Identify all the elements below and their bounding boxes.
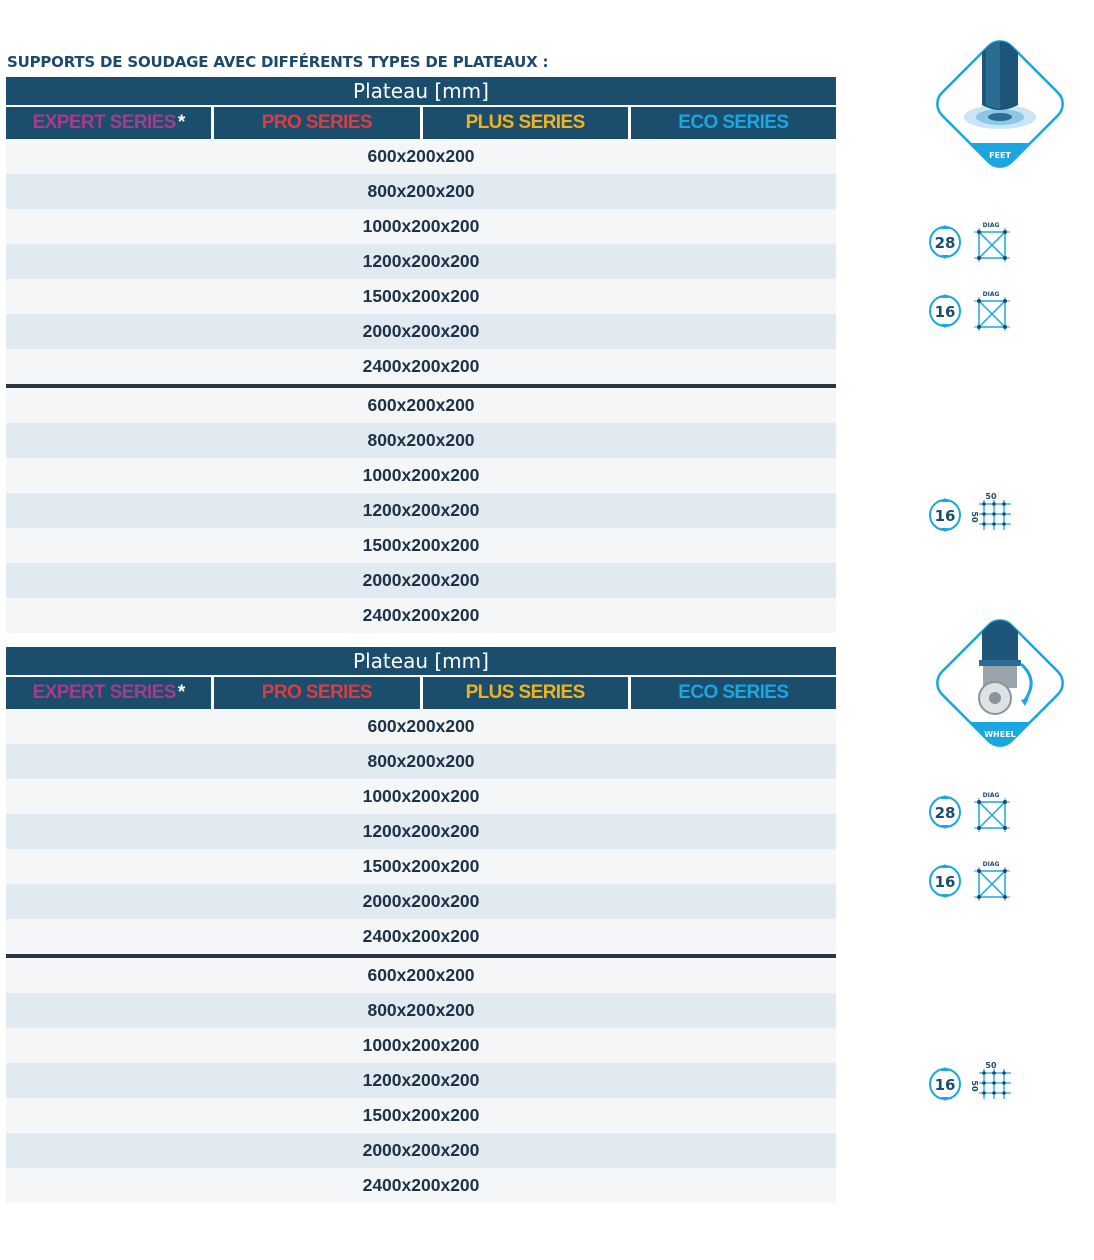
bore-size: 16 xyxy=(934,873,956,891)
table-row: 2400x200x200 xyxy=(6,349,836,384)
bore-16-grid-icon xyxy=(927,490,1017,536)
table-row: 600x200x200 xyxy=(6,139,836,174)
bore-16-diag-icon xyxy=(927,859,1017,903)
grid-spacing-x: 50 xyxy=(985,1061,997,1070)
series-expert xyxy=(6,677,211,709)
series-plus xyxy=(423,677,628,709)
table-row: 1500x200x200 xyxy=(6,1098,836,1133)
bore-size: 28 xyxy=(934,804,956,822)
page-title: SUPPORTS DE SOUDAGE AVEC DIFFÉRENTS TYPES DE PLATEAUX : xyxy=(7,53,549,71)
table-row: 800x200x200 xyxy=(6,993,836,1028)
table-row: 1000x200x200 xyxy=(6,209,836,244)
table-row: 1200x200x200 xyxy=(6,1063,836,1098)
table-row: 600x200x200 xyxy=(6,958,836,993)
grid-spacing-y: 50 xyxy=(970,1080,979,1092)
series-pro-label: PRO SERIES xyxy=(261,112,372,133)
series-eco xyxy=(631,107,836,139)
table-row: 1500x200x200 xyxy=(6,528,836,563)
diag-label: DIAG xyxy=(982,792,1000,799)
table-row: 800x200x200 xyxy=(6,744,836,779)
bore-size: 16 xyxy=(934,303,956,321)
series-eco-label: ECO SERIES xyxy=(678,682,789,703)
table-row: 1200x200x200 xyxy=(6,493,836,528)
table-row: 1000x200x200 xyxy=(6,458,836,493)
grid-spacing-x: 50 xyxy=(985,492,997,501)
table-row: 2400x200x200 xyxy=(6,1168,836,1203)
series-eco xyxy=(631,677,836,709)
series-expert-label: EXPERT SERIES xyxy=(32,112,176,133)
series-plus xyxy=(423,107,628,139)
table-wheel xyxy=(6,647,836,1203)
bore-16-diag-icon xyxy=(927,289,1017,333)
table-feet xyxy=(6,77,836,633)
table-row: 800x200x200 xyxy=(6,174,836,209)
series-pro-label: PRO SERIES xyxy=(261,682,372,703)
table-row: 600x200x200 xyxy=(6,709,836,744)
bore-size: 28 xyxy=(934,234,956,252)
table-row: 800x200x200 xyxy=(6,423,836,458)
series-plus-label: PLUS SERIES xyxy=(465,682,585,703)
diag-label: DIAG xyxy=(982,291,1000,298)
series-header-row xyxy=(6,105,836,139)
bore-28-diag-icon xyxy=(927,220,1017,264)
table-row: 1500x200x200 xyxy=(6,279,836,314)
table-row: 1000x200x200 xyxy=(6,1028,836,1063)
table-row: 1200x200x200 xyxy=(6,814,836,849)
table-row: 2400x200x200 xyxy=(6,919,836,954)
bore-28-diag-icon xyxy=(927,790,1017,834)
bore-16-grid-icon xyxy=(927,1059,1017,1105)
grid-spacing-y: 50 xyxy=(970,511,979,523)
feet-icon xyxy=(921,25,1079,183)
asterisk: * xyxy=(177,682,185,703)
diag-label: DIAG xyxy=(982,861,1000,868)
series-plus-label: PLUS SERIES xyxy=(465,112,585,133)
table-row: 2000x200x200 xyxy=(6,314,836,349)
series-header-row xyxy=(6,675,836,709)
table-row: 2000x200x200 xyxy=(6,563,836,598)
table-row: 1200x200x200 xyxy=(6,244,836,279)
plateau-header: Plateau [mm] xyxy=(6,647,836,675)
asterisk: * xyxy=(177,112,185,133)
table-row: 600x200x200 xyxy=(6,388,836,423)
table-row: 2400x200x200 xyxy=(6,598,836,633)
table-row: 1000x200x200 xyxy=(6,779,836,814)
series-expert-label: EXPERT SERIES xyxy=(32,682,176,703)
wheel-label: WHEEL xyxy=(984,730,1016,739)
table-row: 2000x200x200 xyxy=(6,1133,836,1168)
feet-label: FEET xyxy=(989,151,1011,160)
series-expert xyxy=(6,107,211,139)
bore-size: 16 xyxy=(934,1076,956,1094)
table-row: 1500x200x200 xyxy=(6,849,836,884)
table-row: 2000x200x200 xyxy=(6,884,836,919)
diag-label: DIAG xyxy=(982,222,1000,229)
series-pro xyxy=(214,107,419,139)
plateau-header: Plateau [mm] xyxy=(6,77,836,105)
wheel-icon xyxy=(921,604,1079,762)
series-eco-label: ECO SERIES xyxy=(678,112,789,133)
series-pro xyxy=(214,677,419,709)
bore-size: 16 xyxy=(934,507,956,525)
